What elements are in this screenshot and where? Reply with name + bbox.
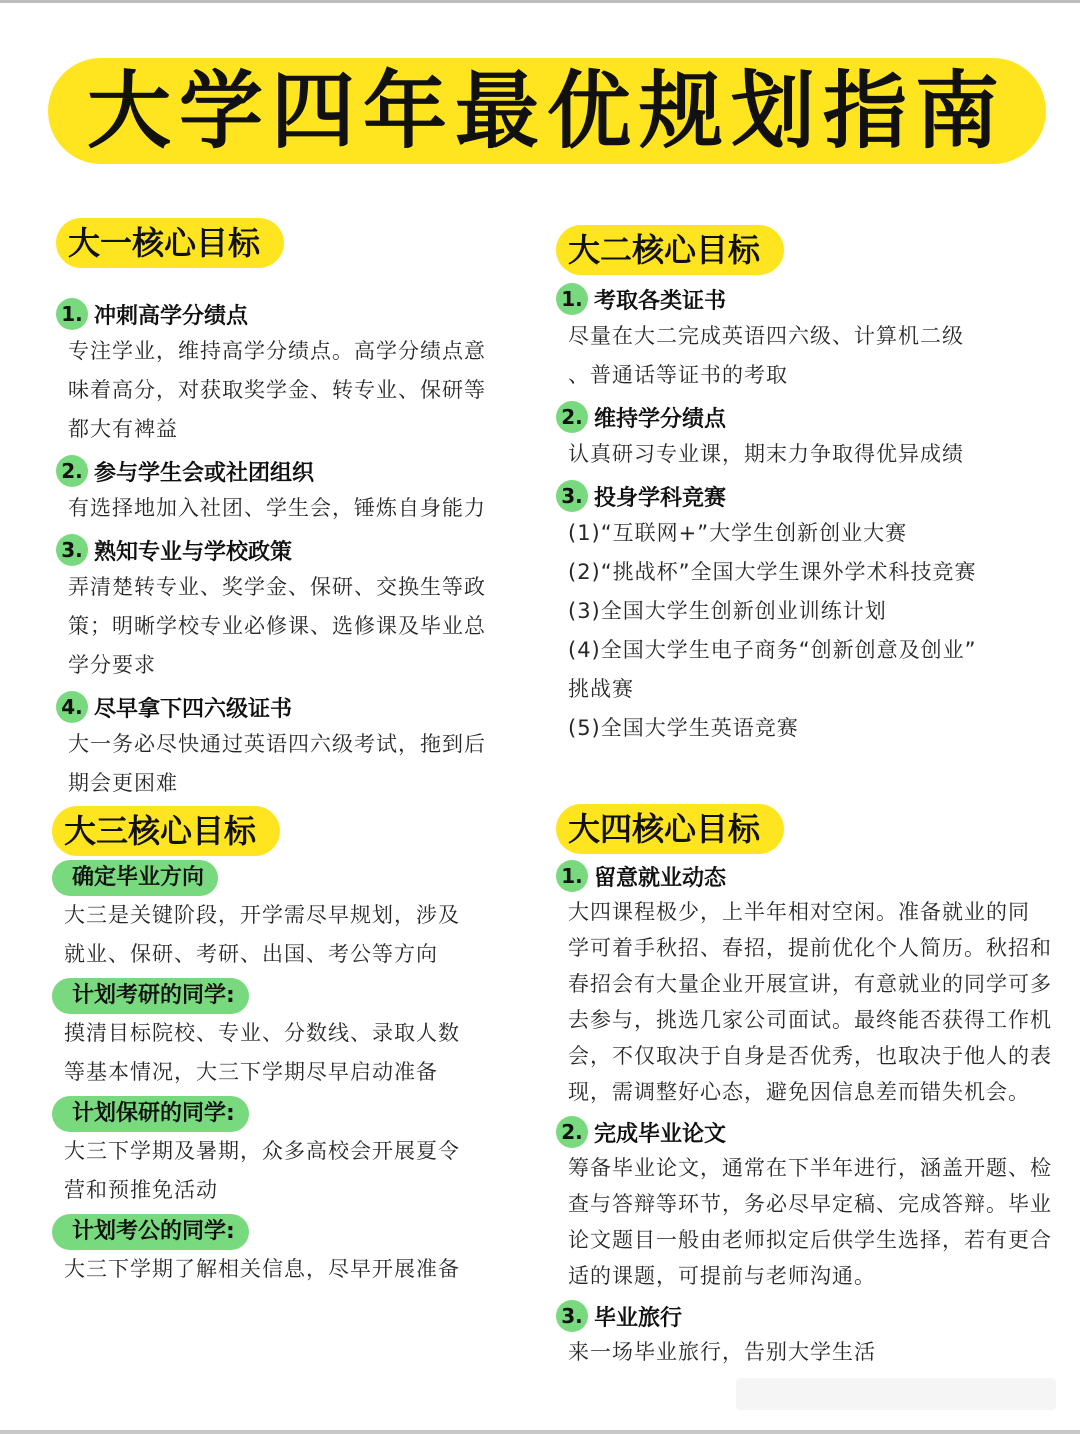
item-heading — [556, 1298, 1076, 1334]
section-year4 — [556, 804, 1076, 1370]
item-title: 毕业旅行 — [594, 1305, 683, 1331]
number-badge: 2. — [56, 455, 88, 487]
text-line: 专注学业，维持高学分绩点。高学分绩点意 — [68, 339, 486, 363]
text-line: (1)“互联网+”大学生创新创业大赛 — [568, 521, 908, 545]
number-badge: 3. — [56, 534, 88, 566]
text-line: 都大有裨益 — [68, 417, 178, 441]
text-line: 大三是关键阶段，开学需尽早规划，涉及 — [64, 903, 460, 927]
item-heading — [56, 532, 536, 568]
number-badge: 3. — [556, 1300, 588, 1332]
text-line: 论文题目一般由老师拟定后供学生选择，若有更合 — [568, 1228, 1052, 1252]
text-line: 筹备毕业论文，通常在下半年进行，涵盖开题、检 — [568, 1156, 1052, 1180]
text-line: 有选择地加入社团、学生会，锤炼自身能力 — [68, 496, 486, 520]
text-line: 策；明晰学校专业必修课、选修课及毕业总 — [68, 614, 486, 638]
section-year3 — [52, 806, 542, 1289]
item-body — [52, 1132, 542, 1210]
text-line: 、普通话等证书的考取 — [568, 363, 788, 387]
text-line: 来一场毕业旅行，告别大学生活 — [568, 1340, 876, 1364]
text-line: 去参与，挑选几家公司面试。最终能否获得工作机 — [568, 1008, 1052, 1032]
item-body — [56, 332, 536, 449]
number-badge: 3. — [556, 480, 588, 512]
item-title: 冲刺高学分绩点 — [94, 303, 249, 329]
section-year2 — [556, 225, 1036, 748]
item-body — [56, 568, 536, 685]
item-body — [52, 1014, 542, 1092]
item-heading — [556, 478, 1036, 514]
item-title: 尽早拿下四六级证书 — [94, 696, 293, 722]
text-line: 查与答辩等环节，务必尽早定稿、完成答辩。毕业 — [568, 1192, 1052, 1216]
text-line: 学分要求 — [68, 653, 156, 677]
item-body — [556, 435, 1036, 474]
text-line: (3)全国大学生创新创业训练计划 — [568, 599, 887, 623]
text-line: 大一务必尽快通过英语四六级考试，拖到后 — [68, 732, 486, 756]
text-line: 味着高分，对获取奖学金、转专业、保研等 — [68, 378, 486, 402]
section-heading: 大四核心目标 — [556, 804, 784, 854]
item-body — [556, 1150, 1076, 1294]
text-line: 摸清目标院校、专业、分数线、录取人数 — [64, 1021, 460, 1045]
item-title: 熟知专业与学校政策 — [94, 539, 293, 565]
item-heading — [556, 1114, 1076, 1150]
text-line: (4)全国大学生电子商务“创新创意及创业” — [568, 638, 977, 662]
item-body — [556, 1334, 1076, 1370]
text-line: 适的课题，可提前与老师沟通。 — [568, 1264, 876, 1288]
item-heading-pill: 计划保研的同学: — [52, 1096, 249, 1132]
text-line: 会，不仅取决于自身是否优秀，也取决于他人的表 — [568, 1044, 1052, 1068]
item-title: 完成毕业论文 — [594, 1121, 727, 1147]
page-title: 大学四年最优规划指南 — [86, 62, 1007, 160]
item-body — [56, 489, 536, 528]
text-line: 营和预推免活动 — [64, 1178, 218, 1202]
text-line: (5)全国大学生英语竞赛 — [568, 716, 799, 740]
text-line: 大四课程极少，上半年相对空闲。准备就业的同 — [568, 900, 1030, 924]
section-heading: 大一核心目标 — [56, 218, 284, 268]
item-body — [56, 725, 536, 803]
item-title: 留意就业动态 — [594, 865, 727, 891]
item-body — [52, 896, 542, 974]
item-body — [556, 894, 1076, 1110]
item-title: 考取各类证书 — [594, 288, 727, 314]
text-line: 认真研习专业课，期末力争取得优异成绩 — [568, 442, 964, 466]
section-heading: 大二核心目标 — [556, 225, 784, 275]
text-line: 就业、保研、考研、出国、考公等方向 — [64, 942, 438, 966]
section-year1 — [56, 218, 536, 803]
item-heading — [56, 296, 536, 332]
item-body — [556, 514, 1036, 748]
text-line: 春招会有大量企业开展宣讲，有意就业的同学可多 — [568, 972, 1052, 996]
item-heading-pill: 计划考研的同学: — [52, 978, 249, 1014]
item-heading — [556, 281, 1036, 317]
item-title: 参与学生会或社团组织 — [94, 460, 315, 486]
text-line: 弄清楚转专业、奖学金、保研、交换生等政 — [68, 575, 486, 599]
text-line: 尽量在大二完成英语四六级、计算机二级 — [568, 324, 964, 348]
text-line: 大三下学期了解相关信息，尽早开展准备 — [64, 1257, 460, 1281]
section-heading: 大三核心目标 — [52, 806, 280, 856]
watermark — [736, 1378, 1056, 1410]
number-badge: 1. — [556, 860, 588, 892]
text-line: (2)“挑战杯”全国大学生课外学术科技竞赛 — [568, 560, 977, 584]
bottom-divider — [0, 1430, 1080, 1434]
text-line: 挑战赛 — [568, 677, 634, 701]
item-heading — [556, 399, 1036, 435]
text-line: 期会更困难 — [68, 771, 178, 795]
item-heading — [56, 453, 536, 489]
top-divider — [0, 0, 1080, 3]
item-heading — [56, 689, 536, 725]
number-badge: 2. — [556, 1116, 588, 1148]
item-body — [556, 317, 1036, 395]
text-line: 大三下学期及暑期，众多高校会开展夏令 — [64, 1139, 460, 1163]
title-banner — [48, 58, 1046, 164]
number-badge: 1. — [56, 298, 88, 330]
number-badge: 2. — [556, 401, 588, 433]
text-line: 等基本情况，大三下学期尽早启动准备 — [64, 1060, 438, 1084]
item-heading-pill: 计划考公的同学: — [52, 1214, 249, 1250]
item-body — [52, 1250, 542, 1289]
number-badge: 4. — [56, 691, 88, 723]
item-heading-pill: 确定毕业方向 — [52, 860, 218, 896]
item-title: 维持学分绩点 — [594, 406, 727, 432]
item-heading — [556, 858, 1076, 894]
text-line: 学可着手秋招、春招，提前优化个人简历。秋招和 — [568, 936, 1052, 960]
number-badge: 1. — [556, 283, 588, 315]
item-title: 投身学科竞赛 — [594, 485, 727, 511]
text-line: 现，需调整好心态，避免因信息差而错失机会。 — [568, 1080, 1030, 1104]
